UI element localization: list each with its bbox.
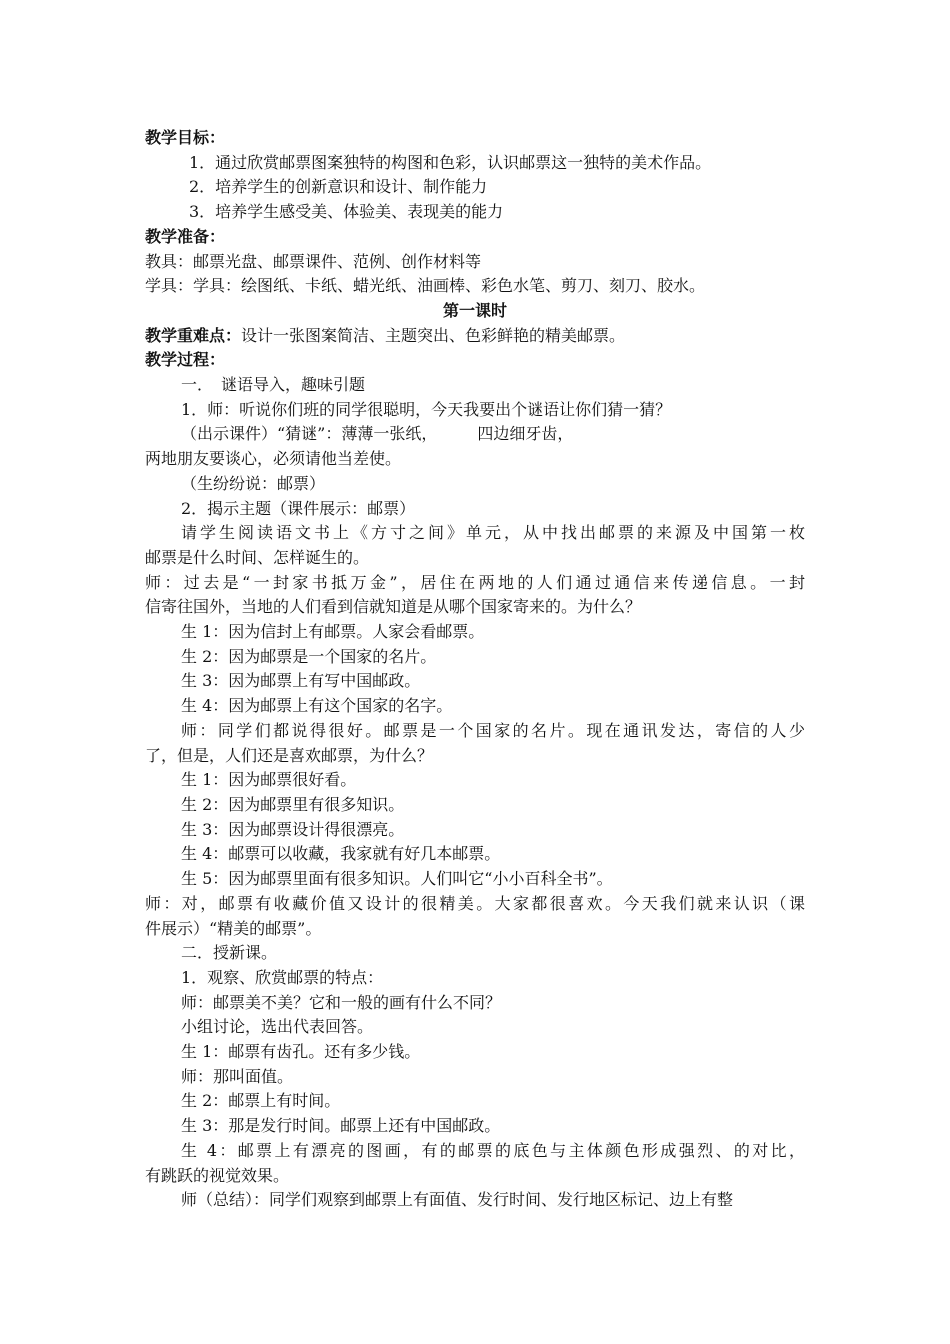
dialogue-line: 件展示）“精美的邮票”。 [145,918,322,938]
dialogue-line: 生 1：因为邮票很好看。 [181,770,357,790]
dialogue-line: 生 2：因为邮票里有很多知识。 [181,794,405,814]
dialogue-line: 师：对，邮票有收藏价值又设计的很精美。大家都很喜欢。今天我们就来认识（课 [145,893,805,913]
paragraph-line: 小组讨论，选出代表回答。 [181,1017,374,1037]
dialogue-line: 师：同学们都说得很好。邮票是一个国家的名片。现在通讯发达，寄信的人少 [181,720,805,740]
dialogue-line: 生 4：邮票上有漂亮的图画，有的邮票的底色与主体颜色形成强烈、的对比， [181,1140,805,1160]
riddle-line [145,422,805,447]
document-body [145,126,805,1213]
paragraph-line: 1．师：听说你们班的同学很聪明，今天我要出个谜语让你们猜一猜？ [181,399,672,419]
dialogue-line: 生 4：因为邮票上有这个国家的名字。 [181,696,453,716]
paragraph-line: 请学生阅读语文书上《方寸之间》单元，从中找出邮票的来源及中国第一枚 [181,523,805,543]
paragraph-line: 邮票是什么时间、怎样诞生的。 [145,547,370,567]
dialogue-line: 了，但是，人们还是喜欢邮票，为什么？ [145,745,434,765]
dialogue-line: 师：邮票美不美？它和一般的画有什么不同？ [181,992,502,1012]
key-points-label: 教学重难点： [145,325,242,345]
student-materials: 学具：学具：绘图纸、卡纸、蜡光纸、油画棒、彩色水笔、剪刀、刻刀、胶水。 [145,276,706,296]
dialogue-line: 生 1：因为信封上有邮票。人家会看邮票。 [181,622,485,642]
dialogue-line: 师：那叫面值。 [181,1066,294,1086]
objectives-heading: 教学目标： [145,128,226,147]
paragraph-line: （生纷纷说：邮票） [181,473,326,493]
dialogue-line: 有跳跃的视觉效果。 [145,1165,290,1185]
teacher-materials: 教具：邮票光盘、邮票课件、范例、创作材料等 [145,251,482,271]
section-heading: 二．授新课。 [181,943,278,963]
riddle-line: 两地朋友要谈心，必须请他当差使。 [145,449,402,469]
dialogue-line: 生 3：因为邮票设计得很漂亮。 [181,819,405,839]
dialogue-line: 生 4：邮票可以收藏，我家就有好几本邮票。 [181,844,501,864]
riddle-part: 四边细牙齿， [477,424,574,444]
dialogue-line: 生 3：因为邮票上有写中国邮政。 [181,671,421,691]
dialogue-line: 生 2：邮票上有时间。 [181,1091,341,1111]
dialogue-line: 生 1：邮票有齿孔。还有多少钱。 [181,1042,421,1062]
process-heading: 教学过程： [145,350,226,370]
section-heading: 一． 谜语导入，趣味引题 [181,375,366,395]
lesson-title: 第一课时 [442,300,507,320]
paragraph-line: 师：过去是“一封家书抵万金”，居住在两地的人们通过通信来传递信息。一封 [145,572,805,592]
paragraph-line: 信寄往国外，当地的人们看到信就知道是从哪个国家寄来的。为什么？ [145,597,642,617]
objective-item: 1．通过欣赏邮票图案独特的构图和色彩，认识邮票这一独特的美术作品。 [189,152,712,172]
dialogue-line: 生 5：因为邮票里面有很多知识。人们叫它“小小百科全书”。 [181,869,613,889]
dialogue-line: 生 2：因为邮票是一个国家的名片。 [181,646,437,666]
key-points [145,324,805,349]
preparation-heading: 教学准备： [145,226,226,246]
riddle-part: （出示课件）“猜谜”：薄薄一张纸， [181,424,438,444]
objective-item: 2．培养学生的创新意识和设计、制作能力 [189,177,488,197]
dialogue-line: 生 3：那是发行时间。邮票上还有中国邮政。 [181,1116,501,1136]
dialogue-line: 师（总结）：同学们观察到邮票上有面值、发行时间、发行地区标记、边上有整 [181,1190,734,1210]
paragraph-line: 1．观察、欣赏邮票的特点： [181,967,384,987]
key-points-text: 设计一张图案简洁、主题突出、色彩鲜艳的精美邮票。 [241,325,626,345]
objective-item: 3．培养学生感受美、体验美、表现美的能力 [189,202,504,222]
paragraph-line: 2．揭示主题（课件展示：邮票） [181,498,416,518]
